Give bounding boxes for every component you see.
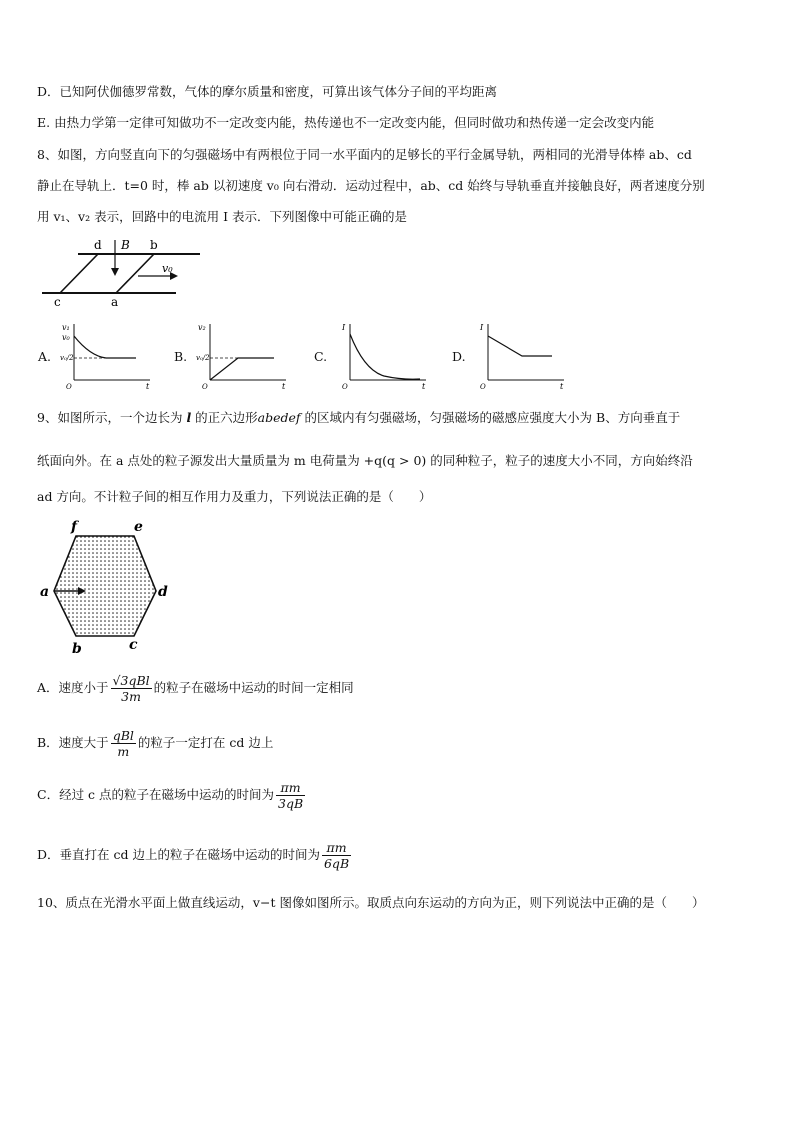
q9-option-c: C．经过 c 点的粒子在磁场中运动的时间为 $\frac{\pi m}{3qB}$ [37,780,304,811]
label-c: c [54,295,61,308]
svg-text:e: e [134,519,143,535]
svg-text:I: I [342,323,346,332]
svg-text:a: a [40,584,50,600]
svg-text:t: t [146,382,150,390]
q9-text-line1: 9、如图所示，一个边长为 l 的正六边形abedef 的区域内有匀强磁场，匀强磁场的磁感应强度大小为 B、方向垂直于 [37,410,681,425]
svg-text:I: I [480,323,484,332]
fraction: $\frac{\pi m}{6qB}$ [323,840,350,871]
svg-text:v₁: v₁ [62,323,70,332]
svg-text:d: d [158,584,168,600]
q8-text-line3: 用 v₁、v₂ 表示，回路中的电流用 I 表示．下列图像中可能正确的是 [37,209,407,224]
svg-text:t: t [422,382,426,390]
q9-text-line3: ad 方向。不计粒子间的相互作用力及重力，下列说法正确的是（ ） [37,489,432,504]
v1-curve [74,336,136,358]
q8-text-line1: 8、如图，方向竖直向下的匀强磁场中有两根位于同一水平面内的足够长的平行金属导轨，两相同的光滑导体棒 ab、cd [37,147,692,162]
q8-rails-figure [38,236,208,308]
q8-graph-c [334,318,429,390]
q10-text-line1: 10、质点在光滑水平面上做直线运动，v−t 图像如图所示。取质点向东运动的方向为正，则下列说法中正确的是（ ） [37,895,705,910]
svg-text:v₀/2: v₀/2 [196,354,210,362]
q8-option-c-label: C. [314,349,328,364]
fraction: $\frac{\text{√3qBl}}{3m}$ [112,673,150,704]
svg-text:O: O [480,383,486,390]
rod-ab [116,254,154,293]
current-curve-d [488,336,552,356]
svg-text:f: f [71,519,78,535]
v2-curve [210,358,274,380]
label-d: d [94,238,102,252]
svg-text:O: O [342,383,348,390]
q9-hexagon-figure [36,516,176,656]
label-b: b [150,238,158,252]
svg-text:v₂: v₂ [198,323,206,332]
svg-text:O: O [66,383,72,390]
q9-option-a: A．速度小于 $\frac{\text{√3qBl}}{3m}$ 的粒子在磁场中运动的时间一定相同 [37,673,354,704]
field-arrowhead [111,268,119,276]
svg-text:v₀/2: v₀/2 [60,354,74,362]
q9-option-b: B．速度大于 $\frac{\text{qBl}}{m}$ 的粒子一定打在 cd 边上 [37,728,274,759]
current-curve-c [350,334,420,379]
label-a: a [111,295,119,308]
q7-option-e: E. 由热力学第一定律可知做功不一定改变内能，热传递也不一定改变内能，但同时做功和热传递一定会改变内能 [37,115,655,130]
fraction: $\frac{\text{qBl}}{m}$ [112,728,134,759]
q8-graph-b [194,318,289,390]
q8-graph-d [472,318,567,390]
fraction: $\frac{\pi m}{3qB}$ [278,780,304,811]
q8-text-line2: 静止在导轨上．t=0 时，棒 ab 以初速度 v₀ 向右滑动．运动过程中，ab、cd 始终与导轨垂直并接触良好，两者速度分别 [37,178,705,193]
rod-cd [60,254,98,293]
svg-text:t: t [282,382,286,390]
q7-option-d: D．已知阿伏伽德罗常数，气体的摩尔质量和密度，可算出该气体分子间的平均距离 [37,84,498,99]
q8-graph-a [58,318,153,390]
hexagon-field-region [54,536,156,636]
label-B: B [121,238,130,252]
q9-option-d: D．垂直打在 cd 边上的粒子在磁场中运动的时间为 $\frac{\pi m}{6qB}$ [37,840,350,871]
svg-text:O: O [202,383,208,390]
label-v0: v₀ [162,262,173,275]
svg-text:b: b [72,641,82,656]
svg-text:c: c [129,637,138,653]
q8-option-a-label: A. [38,349,52,364]
q8-option-d-label: D. [452,349,466,364]
svg-text:v₀: v₀ [62,333,70,342]
svg-text:t: t [560,382,564,390]
q8-option-b-label: B. [174,349,188,364]
q9-text-line2: 纸面向外。在 a 点处的粒子源发出大量质量为 m 电荷量为 +q(q > 0) 的同种粒子，粒子的速度大小不同，方向始终沿 [37,453,693,468]
